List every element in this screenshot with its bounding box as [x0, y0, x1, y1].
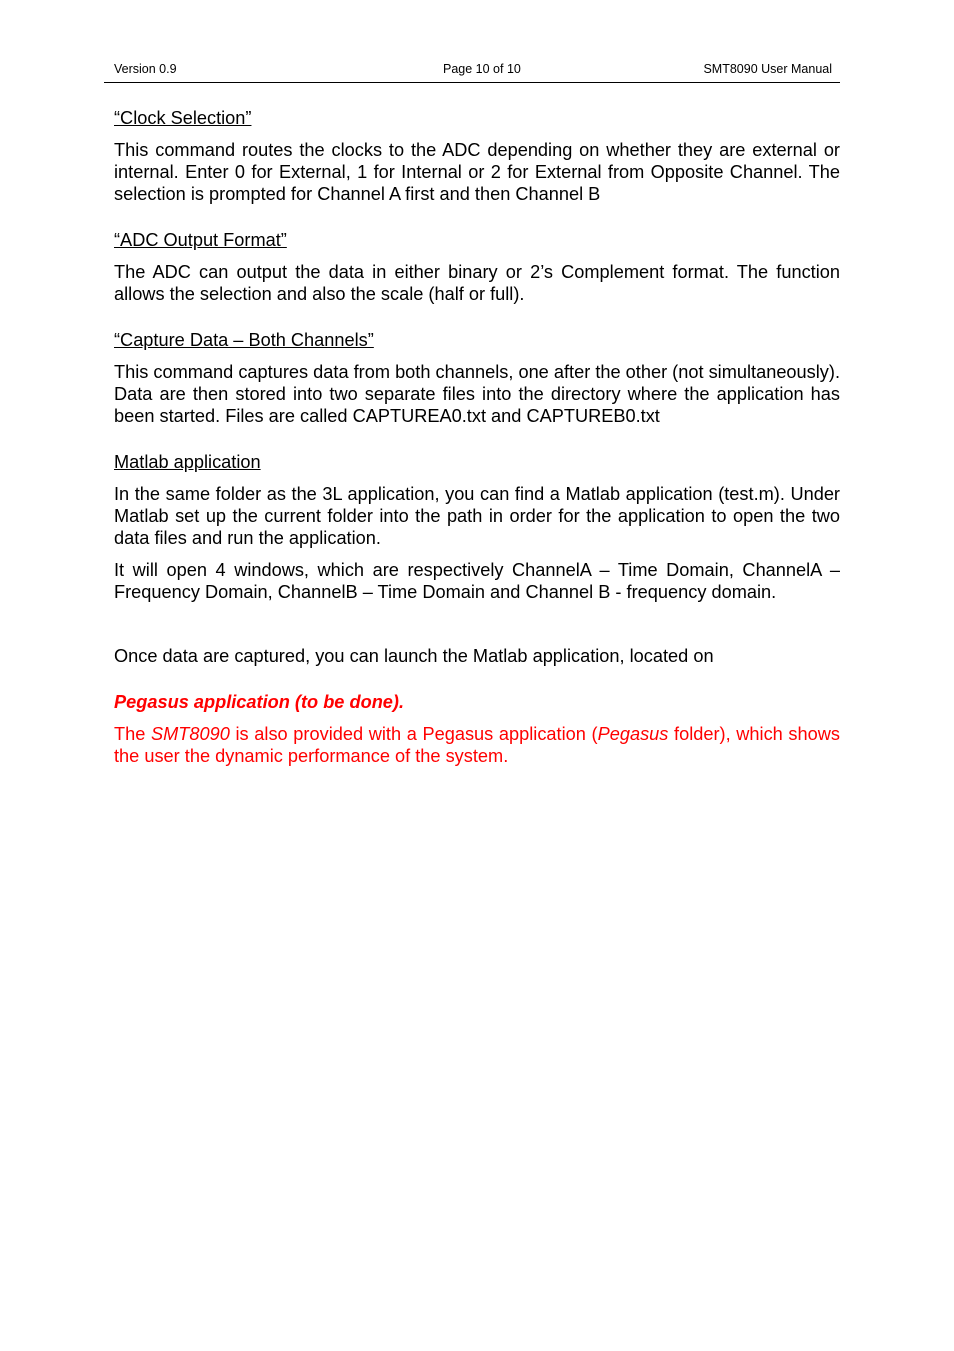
pegasus-text-part1: The [114, 724, 151, 744]
paragraph-pegasus [114, 723, 840, 767]
paragraph-capture-data: This command captures data from both channels, one after the other (not simultaneously). Data are then stored into two separate files into the directory where the application has been started. Files are called CAPTUREA0.txt and CAPTUREB0.txt [114, 362, 840, 426]
paragraph-matlab-launch: Once data are captured, you can launch the Matlab application, located on [114, 646, 714, 666]
pegasus-text-smt8090: SMT8090 [151, 724, 230, 744]
paragraph-matlab-folder: In the same folder as the 3L application, you can find a Matlab application (test.m). Under Matlab set up the current folder into the path in order for the application to open the two data files and run the application. [114, 484, 840, 548]
paragraph-matlab-windows: It will open 4 windows, which are respectively ChannelA – Time Domain, ChannelA – Frequency Domain, ChannelB – Time Domain and Channel B - frequency domain. [114, 560, 840, 602]
header-manual-title: SMT8090 User Manual [703, 62, 832, 76]
section-title-capture-data: “Capture Data – Both Channels” [114, 330, 374, 350]
section-title-pegasus-application: Pegasus application (to be done). [114, 692, 405, 712]
section-title-adc-output-format: “ADC Output Format” [114, 230, 287, 250]
paragraph-clock-selection: This command routes the clocks to the ADC depending on whether they are external or internal. Enter 0 for External, 1 for Internal or 2 for External from Opposite Channel. The selection is prompted for Channel A first and then Channel B [114, 140, 840, 204]
paragraph-adc-output-format: The ADC can output the data in either binary or 2’s Complement format. The function allows the selection and also the scale (half or full). [114, 262, 840, 304]
section-title-clock-selection: “Clock Selection” [114, 108, 252, 128]
header-page-number: Page 10 of 10 [443, 62, 521, 76]
pegasus-text-folder-name: Pegasus [597, 724, 669, 744]
document-body [114, 107, 840, 767]
pegasus-text-part2: is also provided with a Pegasus application ( [229, 724, 598, 744]
header-version: Version 0.9 [114, 62, 177, 76]
pegasus-text-part3: folder), which shows the user the dynamic performance of the system. [114, 724, 840, 766]
section-title-matlab-application: Matlab application [114, 452, 261, 472]
page-header [104, 61, 840, 83]
